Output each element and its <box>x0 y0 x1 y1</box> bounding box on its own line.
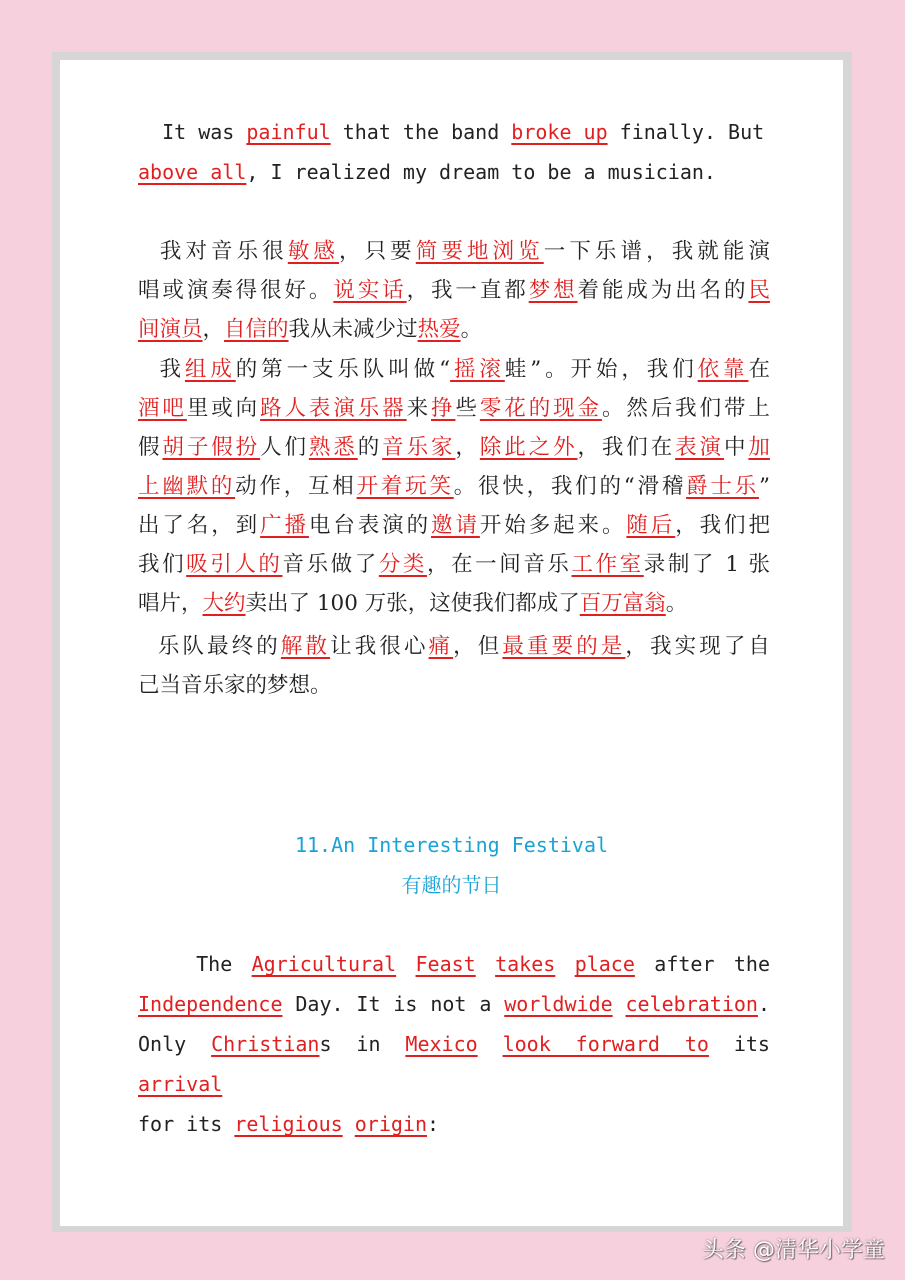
keyword-highlight: 广播 <box>260 513 309 538</box>
text-line <box>138 506 770 545</box>
text-segment: 电台表演的 <box>308 513 432 538</box>
text-segment <box>396 952 415 976</box>
keyword-highlight: painful <box>246 120 331 144</box>
keyword-highlight: 音乐家 <box>382 435 456 460</box>
text-segment: 出了名，到 <box>138 513 261 538</box>
paragraph-zh-2 <box>138 350 770 623</box>
text-segment: It was <box>138 120 247 144</box>
text-segment: 。很快，我们的“滑稽 <box>453 474 687 499</box>
text-line <box>138 152 770 192</box>
text-segment: 我对音乐很 <box>138 239 288 264</box>
text-segment: 我 <box>138 357 185 382</box>
text-segment: 让我很心 <box>330 634 429 659</box>
keyword-highlight: 吸引人的 <box>186 552 283 577</box>
text-line <box>138 310 770 349</box>
text-segment: 些 <box>455 396 480 421</box>
keyword-highlight: 挣 <box>431 396 456 421</box>
text-line <box>138 627 770 666</box>
text-segment: finally. But <box>607 120 765 144</box>
text-segment <box>478 1032 503 1056</box>
text-segment: for its <box>138 1112 235 1136</box>
text-segment: 唱片， <box>138 591 203 616</box>
text-segment: ， <box>455 435 480 460</box>
text-segment: ，我们在 <box>577 435 676 460</box>
keyword-highlight: 工作室 <box>571 552 644 577</box>
keyword-highlight: religious <box>234 1112 343 1136</box>
keyword-highlight: 痛 <box>428 634 454 659</box>
text-segment: Day. It is not a <box>282 992 505 1016</box>
text-segment: ，我一直都 <box>406 278 529 303</box>
text-segment: ，我们把 <box>675 513 770 538</box>
keyword-highlight: Independence <box>138 992 283 1016</box>
text-line <box>138 112 770 152</box>
keyword-highlight: origin <box>354 1112 427 1136</box>
text-segment: ，在一间音乐 <box>427 552 572 577</box>
text-segment: after the <box>634 952 770 976</box>
keyword-highlight: 依靠 <box>697 357 749 382</box>
keyword-highlight: 加 <box>748 435 770 460</box>
keyword-highlight: broke up <box>511 120 608 144</box>
section-title-en: 11.An Interesting Festival <box>294 833 609 857</box>
keyword-highlight: 民 <box>748 278 770 303</box>
text-segment: 的 <box>357 435 383 460</box>
text-line <box>138 545 770 584</box>
text-segment: 。 <box>665 591 688 616</box>
text-segment: 在 <box>748 357 770 382</box>
text-segment: The <box>138 952 252 976</box>
keyword-highlight: 热爱 <box>417 317 461 342</box>
keyword-highlight: 熟悉 <box>308 435 358 460</box>
keyword-highlight: 间演员 <box>138 317 203 342</box>
text-segment: 乐队最终的 <box>138 634 281 659</box>
paragraph-en-1 <box>138 112 770 192</box>
keyword-highlight: Christian <box>211 1032 320 1056</box>
text-segment: ” <box>758 474 770 499</box>
text-segment: . <box>757 992 770 1016</box>
text-segment: 来 <box>406 396 432 421</box>
text-line <box>138 666 770 705</box>
keyword-highlight: celebration <box>625 992 758 1016</box>
text-segment: that the band <box>330 120 512 144</box>
paragraph-zh-1 <box>138 232 770 349</box>
text-segment: 己当音乐家的梦想。 <box>138 673 332 698</box>
text-segment: 我从未减少过 <box>288 317 418 342</box>
keyword-highlight: 梦想 <box>528 278 578 303</box>
text-segment <box>476 952 495 976</box>
section-title-zh: 有趣的节日 <box>401 873 502 897</box>
keyword-highlight: 说实话 <box>333 278 407 303</box>
keyword-highlight: worldwide <box>504 992 613 1016</box>
keyword-highlight: above all <box>138 160 247 184</box>
text-segment: 录制了 1 张 <box>643 552 770 577</box>
keyword-highlight: 爵士乐 <box>686 474 759 499</box>
text-segment: 。 <box>460 317 483 342</box>
keyword-highlight: 除此之外 <box>479 435 578 460</box>
keyword-highlight: place <box>574 952 635 976</box>
text-line <box>138 389 770 428</box>
keyword-highlight: arrival <box>138 1072 223 1096</box>
text-line <box>138 428 770 467</box>
text-segment: 卖出了 100 万张，这使我们都成了 <box>245 591 580 616</box>
text-segment: : <box>427 1112 440 1136</box>
keyword-highlight: takes <box>495 952 556 976</box>
keyword-highlight: Mexico <box>405 1032 478 1056</box>
text-segment: 假 <box>138 435 163 460</box>
text-segment: 动作，互相 <box>235 474 357 499</box>
keyword-highlight: 敏感 <box>287 239 339 264</box>
paragraph-en-2 <box>138 944 770 1144</box>
keyword-highlight: 酒吧 <box>138 396 187 421</box>
text-segment <box>555 952 574 976</box>
text-segment <box>343 1112 355 1136</box>
keyword-highlight: 组成 <box>184 357 236 382</box>
text-line <box>138 1024 770 1104</box>
text-segment: 着能成为出名的 <box>577 278 749 303</box>
text-segment: ， <box>202 317 225 342</box>
text-line <box>138 271 770 310</box>
text-segment: , I realized my dream to be a musician. <box>246 160 716 184</box>
text-line <box>138 467 770 506</box>
text-segment: 的第一支乐队叫做“ <box>235 357 451 382</box>
keyword-highlight: Feast <box>415 952 476 976</box>
keyword-highlight: 大约 <box>202 591 246 616</box>
keyword-highlight: 零花的现金 <box>479 396 602 421</box>
text-segment: s in <box>319 1032 406 1056</box>
text-segment: 中 <box>723 435 749 460</box>
text-segment: 音乐做了 <box>282 552 379 577</box>
text-segment: 我们 <box>138 552 187 577</box>
text-segment: ，我实现了自 <box>625 634 770 659</box>
keyword-highlight: 随后 <box>626 513 676 538</box>
text-line <box>138 984 770 1024</box>
keyword-highlight: 上幽默的 <box>138 474 236 499</box>
text-segment: 开始多起来。 <box>479 513 627 538</box>
text-segment <box>613 992 626 1016</box>
paragraph-zh-3 <box>138 627 770 705</box>
text-segment: 里或向 <box>186 396 261 421</box>
watermark: 头条 @清华小学童 <box>702 1238 885 1263</box>
keyword-highlight: Agricultural <box>251 952 397 976</box>
text-segment: ，但 <box>453 634 503 659</box>
keyword-highlight: 自信的 <box>224 317 289 342</box>
keyword-highlight: 百万富翁 <box>579 591 666 616</box>
text-segment: ，只要 <box>339 239 416 264</box>
text-line <box>138 350 770 389</box>
text-line <box>138 584 770 623</box>
text-segment: 唱或演奏得很好。 <box>138 278 334 303</box>
text-segment: 蛙”。开始，我们 <box>504 357 698 382</box>
keyword-highlight: 路人表演乐器 <box>260 396 407 421</box>
keyword-highlight: 摇滚 <box>450 357 505 382</box>
keyword-highlight: 简要地浏览 <box>415 239 544 264</box>
keyword-highlight: look forward to <box>502 1032 709 1056</box>
text-segment: 一下乐谱，我就能演 <box>543 239 770 264</box>
keyword-highlight: 邀请 <box>431 513 480 538</box>
keyword-highlight: 分类 <box>378 552 427 577</box>
keyword-highlight: 胡子假扮 <box>162 435 261 460</box>
text-segment: Only <box>138 1032 212 1056</box>
text-segment: 人们 <box>260 435 309 460</box>
text-line <box>138 944 770 984</box>
text-line <box>138 232 770 271</box>
keyword-highlight: 最重要的是 <box>502 634 626 659</box>
text-segment: 。然后我们带上 <box>601 396 770 421</box>
text-segment: its <box>708 1032 770 1056</box>
keyword-highlight: 表演 <box>675 435 724 460</box>
keyword-highlight: 解散 <box>280 634 331 659</box>
text-line <box>138 1104 770 1144</box>
keyword-highlight: 开着玩笑 <box>356 474 454 499</box>
